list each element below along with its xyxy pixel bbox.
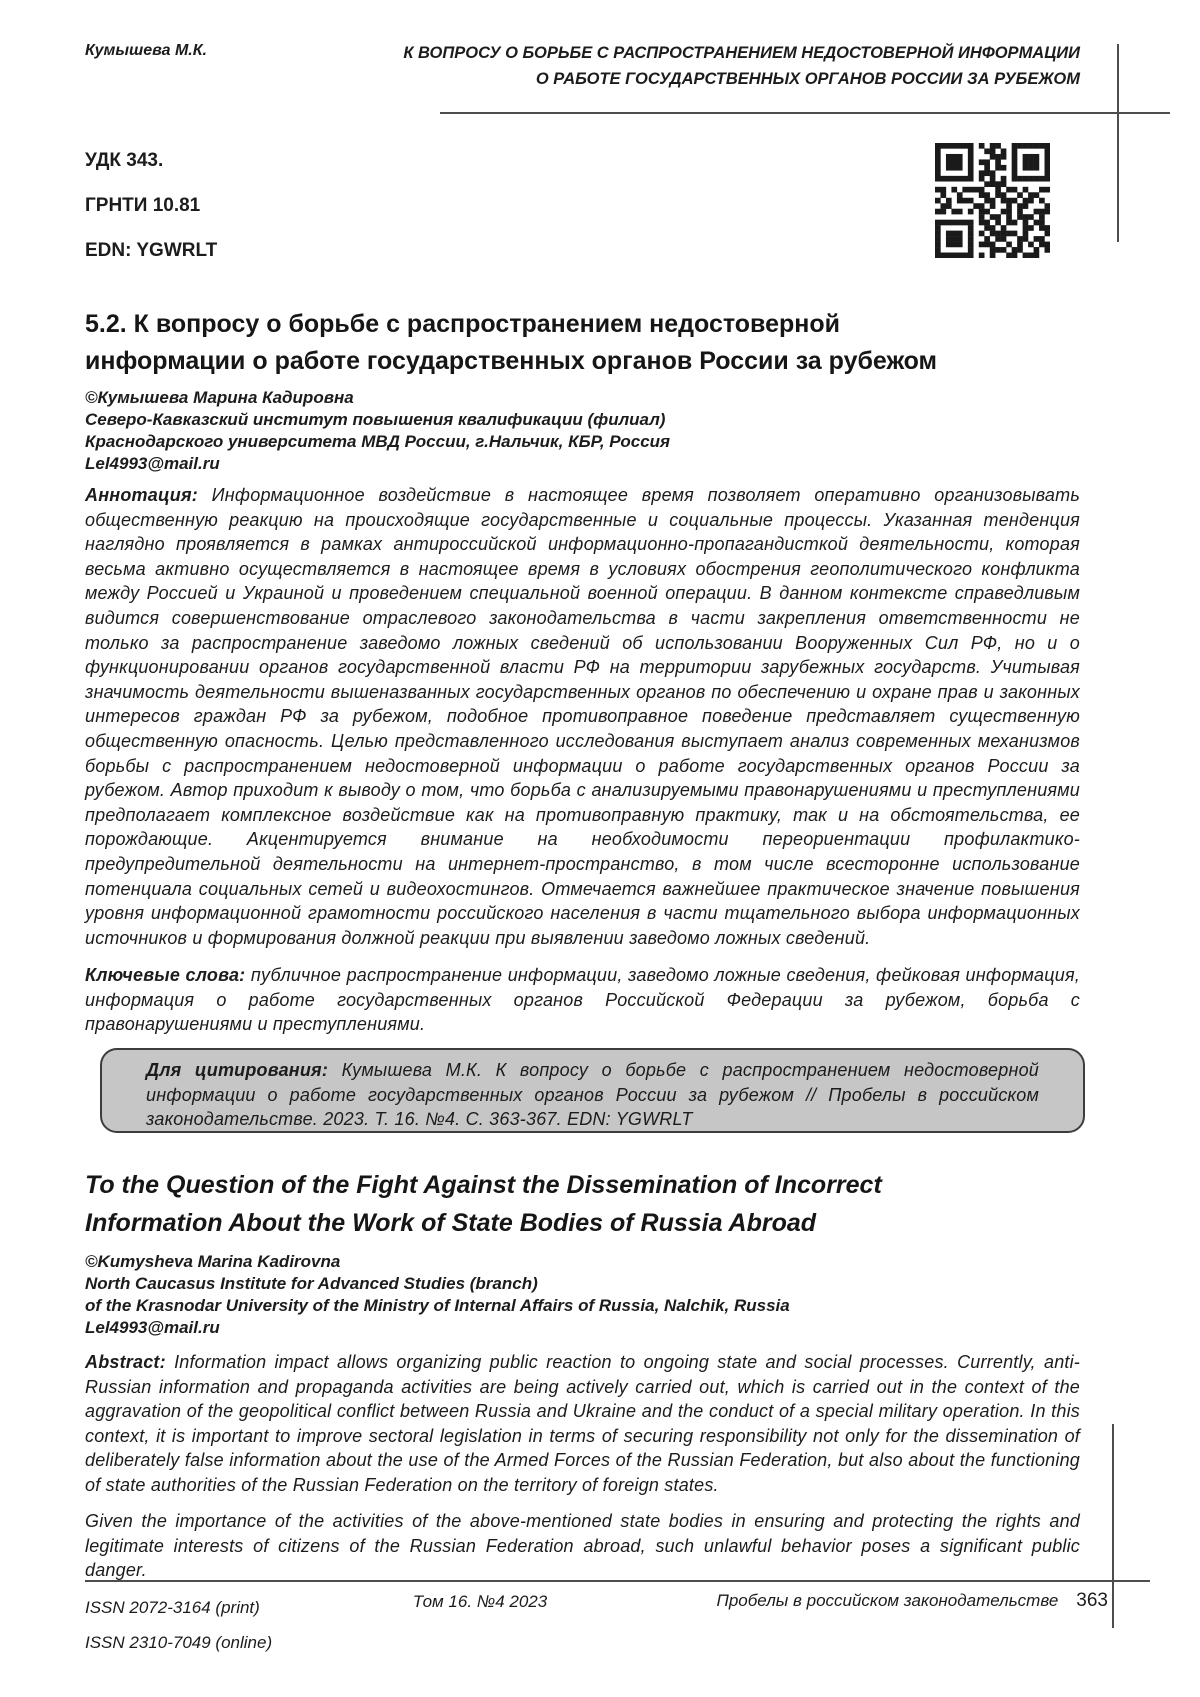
citation-text: Кумышева М.К. К вопросу о борьбе с распространением недостоверной информации о работе государственных органов России за рубежом // Пробелы в российском законодательстве. 2023. Т. 16. №4. С. 363-367. EDN: YGWRLT (146, 1060, 1040, 1130)
article-title-en (85, 1167, 1080, 1242)
article-title-ru-line1: 5.2. К вопросу о борьбе с распространением недостоверной (85, 310, 840, 338)
author-name-en: ©Kumysheva Marina Kadirovna (85, 1252, 341, 1271)
article-title-en-line1: To the Question of the Fight Against the Dissemination of Incorrect (85, 1171, 882, 1199)
author-email-en: Lel4993@mail.ru (85, 1318, 220, 1337)
citation-box (100, 1048, 1085, 1133)
article-meta (85, 138, 217, 273)
footer-rule-horizontal (85, 1580, 1150, 1582)
grnti-code: ГРНТИ 10.81 (85, 195, 201, 216)
abstract-en-label: Abstract: (85, 1352, 166, 1372)
edn-code: EDN: YGWRLT (85, 240, 218, 261)
citation-label: Для цитирования: (146, 1060, 329, 1080)
author-block-en (85, 1251, 1080, 1339)
footer-journal-block (717, 1590, 1108, 1612)
author-name-ru: ©Кумышева Марина Кадировна (85, 388, 354, 407)
issn-print: ISSN 2072-3164 (print) (85, 1598, 260, 1617)
abstract-en-text-p1: Information impact allows organizing public reaction to ongoing state and social processes. Currently, anti-Russian information and propaganda activities are being actively carried out, which is carried out in the context of the aggravation of the geopolitical conflict between Russia and Ukraine and the conduct of a special military operation. In this context, it is important to improve sectoral legislation in terms of securing responsibility not only for the dissemination of deliberately false information about the use of the Armed Forces of the Russian Federation, but also about the functioning of state authorities of the Russian Federation on the territory of foreign states. (85, 1352, 1080, 1495)
qr-code (935, 143, 1050, 258)
keywords-ru-text: публичное распространение информации, заведомо ложные сведения, фейковая информация, информация о работе государственных органов Российской Федерации за рубежом, борьба с правонарушениями и преступлениями. (85, 965, 1080, 1035)
running-head-title (360, 40, 1080, 92)
affiliation-ru-line1: Северо-Кавказский институт повышения квалификации (филиал) (85, 410, 666, 429)
keywords-ru-label: Ключевые слова: (85, 965, 246, 985)
running-head-title-line1: К ВОПРОСУ О БОРЬБЕ С РАСПРОСТРАНЕНИЕМ НЕДОСТОВЕРНОЙ ИНФОРМАЦИИ (403, 44, 1080, 62)
abstract-ru-label: Аннотация: (85, 485, 198, 505)
header-rule-horizontal (440, 112, 1170, 114)
affiliation-en-line2: of the Krasnodar University of the Ministry of Internal Affairs of Russia, Nalchik, Russia (85, 1296, 790, 1315)
udk-code: УДК 343. (85, 150, 164, 171)
abstract-ru (85, 483, 1080, 950)
author-email-ru: Lel4993@mail.ru (85, 454, 220, 473)
affiliation-en-line1: North Caucasus Institute for Advanced Studies (branch) (85, 1274, 538, 1293)
article-title-ru-line2: информации о работе государственных органов России за рубежом (85, 347, 938, 375)
footer-volume: Том 16. №4 2023 (412, 1592, 548, 1611)
article-title-ru (85, 306, 1080, 380)
footer-rule-vertical (1112, 1424, 1114, 1628)
footer-issn (85, 1590, 272, 1660)
abstract-en-text-p2: Given the importance of the activities of the above-mentioned state bodies in ensuring and protecting the rights and legitimate interests of citizens of the Russian Federation abroad, such unlawful behavior poses a significant public danger. (85, 1511, 1080, 1581)
abstract-ru-text: Информационное воздействие в настоящее время позволяет оперативно организовывать общественную реакцию на происходящие государственные и социальные процессы. Указанная тенденция наглядно проявляется в рамках антироссийской информационно-пропагандисткой деятельности, которая весьма активно осуществляется в настоящее время в условиях обострения геополитического конфликта между Россией и Украиной и проведением специальной военной операции. В данном контексте справедливым видится совершенствование отраслевого законодательства в части закрепления ответственности не только за распространение заведомо ложных сведений об использовании Вооруженных Сил РФ, но и о функционировании органов государственной власти РФ на территории зарубежных государств. Учитывая значимость деятельности вышеназванных государственных органов по обеспечению и охране прав и законных интересов граждан РФ за рубежом, подобное противоправное поведение представляет существенную общественную опасность. Целью представленного исследования выступает анализ современных механизмов борьбы с распространением недостоверной информации о работе государственных органов России за рубежом. Автор приходит к выводу о том, что борьба с анализируемыми правонарушениями и преступлениями предполагает комплексное воздействие как на противоправную практику, так и на обстоятельства, ее порождающие. Акцентируется внимание на необходимости переориентации профилактико-предупредительной деятельности на интернет-пространство, в том числе всесторонне использование потенциала социальных сетей и видеохостингов. Отмечается важнейшее практическое значение повышения уровня информационной грамотности российского населения в части тщательного выбора информационных источников и формирования должной реакции при выявлении заведомо ложных сведений. (85, 485, 1081, 948)
header-rule-vertical (1117, 44, 1119, 242)
author-block-ru (85, 387, 1080, 475)
issn-online: ISSN 2310-7049 (online) (85, 1633, 273, 1652)
footer-page-number: 363 (1076, 1590, 1108, 1611)
affiliation-ru-line2: Краснодарского университета МВД России, г.Нальчик, КБР, Россия (85, 432, 671, 451)
abstract-en-paragraph2 (85, 1509, 1080, 1583)
article-title-en-line2: Information About the Work of State Bodies of Russia Abroad (85, 1208, 817, 1237)
abstract-en-paragraph1 (85, 1350, 1080, 1498)
running-head-title-line2: О РАБОТЕ ГОСУДАРСТВЕННЫХ ОРГАНОВ РОССИИ ЗА РУБЕЖОМ (535, 70, 1080, 88)
running-head-author: Кумышева М.К. (85, 42, 207, 59)
keywords-ru (85, 963, 1080, 1037)
footer-journal-name: Пробелы в российском законодательстве (716, 1591, 1059, 1610)
